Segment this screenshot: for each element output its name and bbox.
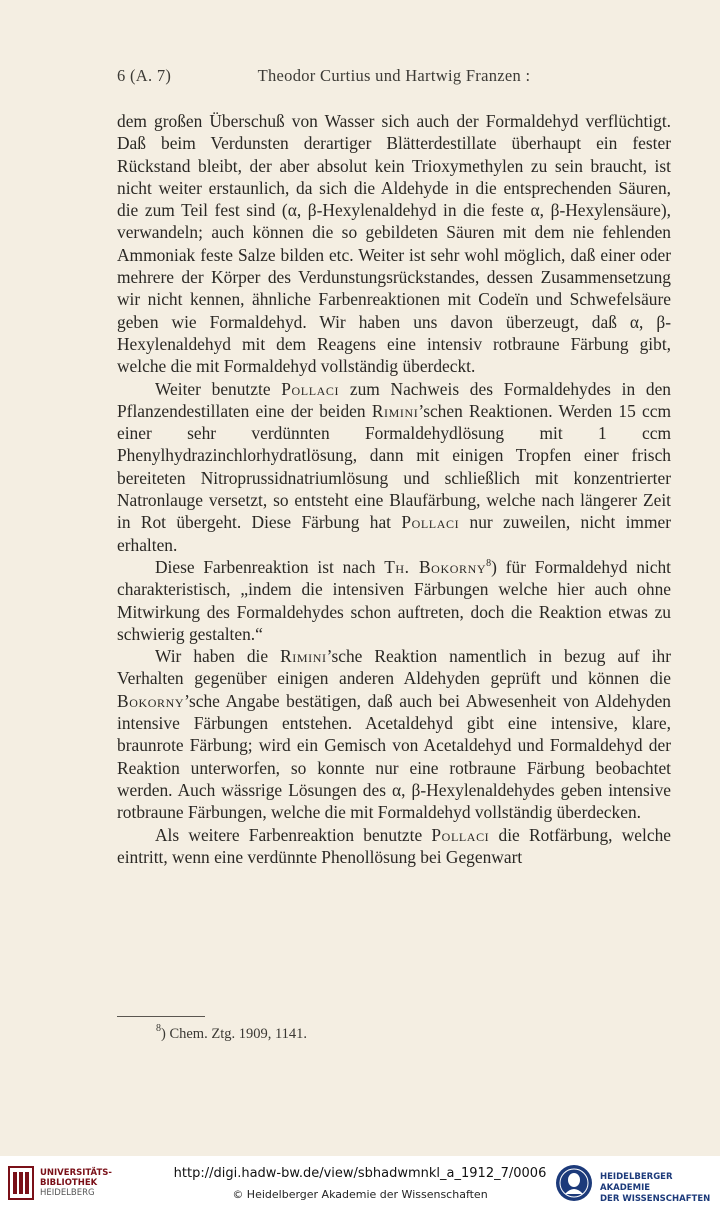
text-run: Wir haben die: [155, 646, 281, 667]
author-name: Th. Bokorny: [384, 556, 487, 577]
footnote-mark: 8: [156, 1023, 161, 1034]
paragraph-4: [117, 645, 671, 823]
academy-name-line: DER WISSENSCHAFTEN: [600, 1194, 711, 1204]
text-run: ’sche Angabe bestätigen, daß auch bei Abwesenheit von Aldehyden intensive Färbungen entstehen. Acetaldehyd gibt eine intensive, klare, braunrote Färbung; wird ein Gemisch von Acetaldehyd und Formaldehyd der Reaktion unterworfen, so konnte nur eine rotbraune Färbung beobachtet werden. Auch wässrige Lösungen des α, β-Hexylenaldehydes geben intensive rotbraune Färbungen, welche die mit Formaldehyd vollständig überdecken.: [117, 690, 671, 823]
footnote-divider: [117, 1016, 205, 1017]
text-run: Diese Farbenreaktion ist nach: [155, 556, 385, 577]
footnote-ref[interactable]: 8: [486, 557, 492, 569]
paragraph-3: [117, 556, 671, 645]
university-name-line: UNIVERSITÄTS-: [40, 1168, 112, 1178]
author-name: Rimini: [371, 400, 419, 421]
copyright-notice: © Heidelberger Akademie der Wissenschaften: [232, 1188, 488, 1201]
source-url-link[interactable]: http://digi.hadw-bw.de/view/sbhadwmnkl_a_1912_7/0006: [173, 1166, 547, 1181]
text-run: ’sche Reaktion namentlich in bezug auf ihr Verhalten gegenüber einigen anderen Aldehyden geprüft und können die: [117, 646, 671, 689]
text-run: zum Nachweis des Formaldehydes in den Pflanzendestillaten eine der beiden: [117, 378, 672, 421]
academy-seal-icon[interactable]: [555, 1164, 593, 1202]
text-run: die Rotfärbung, welche eintritt, wenn eine verdünnte Phenollösung bei Gegenwart: [117, 824, 671, 867]
running-title: Theodor Curtius und Hartwig Franzen :: [257, 66, 531, 85]
text-run: Als weitere Farbenreaktion benutzte: [155, 824, 432, 845]
paragraph-1: dem großen Überschuß von Wasser sich auch der Formaldehyd verflüchtigt. Daß beim Verdunsten derartiger Blätterdestillate überhaupt ein fester Rückstand bleibt, der aber absolut kein Trioxymethylen zu sein braucht, ist nicht weiter erstaunlich, da sich die Aldehyde in die entsprechenden Säuren, die zum Teil fest sind (α, β-Hexylenaldehyd in die feste α, β-Hexylensäure), verwandeln; auch können die so gebildeten Säuren mit dem nie fehlenden Ammoniak feste Salze bilden etc. Weiter ist sehr wohl möglich, daß einer oder mehrere der Körper des Verdunstungsrückstandes, dessen Zusammensetzung wir nicht kennen, ähnliche Farbenreaktionen mit Codeïn und Schwefelsäure geben wie Formaldehyd. Wir haben uns davon überzeugt, daß α, β-Hexylenaldehyd mit dem Reagens eine intensiv rotbraune Färbung gibt, welche die mit Formaldehyd vollständig überdeckt.: [117, 111, 671, 377]
paragraph-5: [117, 824, 671, 869]
author-name: Pollaci: [281, 378, 340, 399]
academy-name: [600, 1172, 720, 1205]
university-name-line: HEIDELBERG: [40, 1188, 95, 1198]
paragraph-2: [117, 378, 671, 556]
footnote: [156, 1023, 308, 1043]
text-run: Weiter benutzte: [155, 378, 282, 399]
author-name: Rimini: [280, 646, 327, 667]
author-name: Pollaci: [401, 512, 460, 533]
page-number: 6 (A. 7): [117, 66, 172, 85]
footer-bar: [0, 1156, 720, 1212]
text-run: ’schen Reaktionen. Werden 15 ccm einer sehr verdünnten Formaldehydlösung mit 1 ccm Phenylhydrazinchlorhydratlösung, dann mit einigen Tropfen einer frisch bereiteten Nitroprussidnatriumlösung und schließlich mit konzentrierter Natronlauge versetzt, so entsteht eine Blaufärbung, welche nach längerer Zeit in Rot übergeht. Diese Färbung hat: [117, 400, 671, 533]
text-run: nur zuweilen, nicht immer erhalten.: [117, 512, 671, 555]
body-text: [117, 110, 671, 868]
author-name: Bokorny: [117, 690, 185, 711]
text-run: ) für Formaldehyd nicht charakteristisch, „indem die intensiven Färbungen welche hier auch ohne Mitwirkung des Formaldehydes schon auftreten, doch die Reaktion etwas zu schwierig gestalten.“: [117, 556, 671, 644]
university-name-line: BIBLIOTHEK: [40, 1178, 98, 1188]
footnote-text: ) Chem. Ztg. 1909, 1141.: [161, 1026, 308, 1042]
author-name: Pollaci: [431, 824, 490, 845]
academy-name-line: HEIDELBERGER AKADEMIE: [600, 1172, 673, 1193]
